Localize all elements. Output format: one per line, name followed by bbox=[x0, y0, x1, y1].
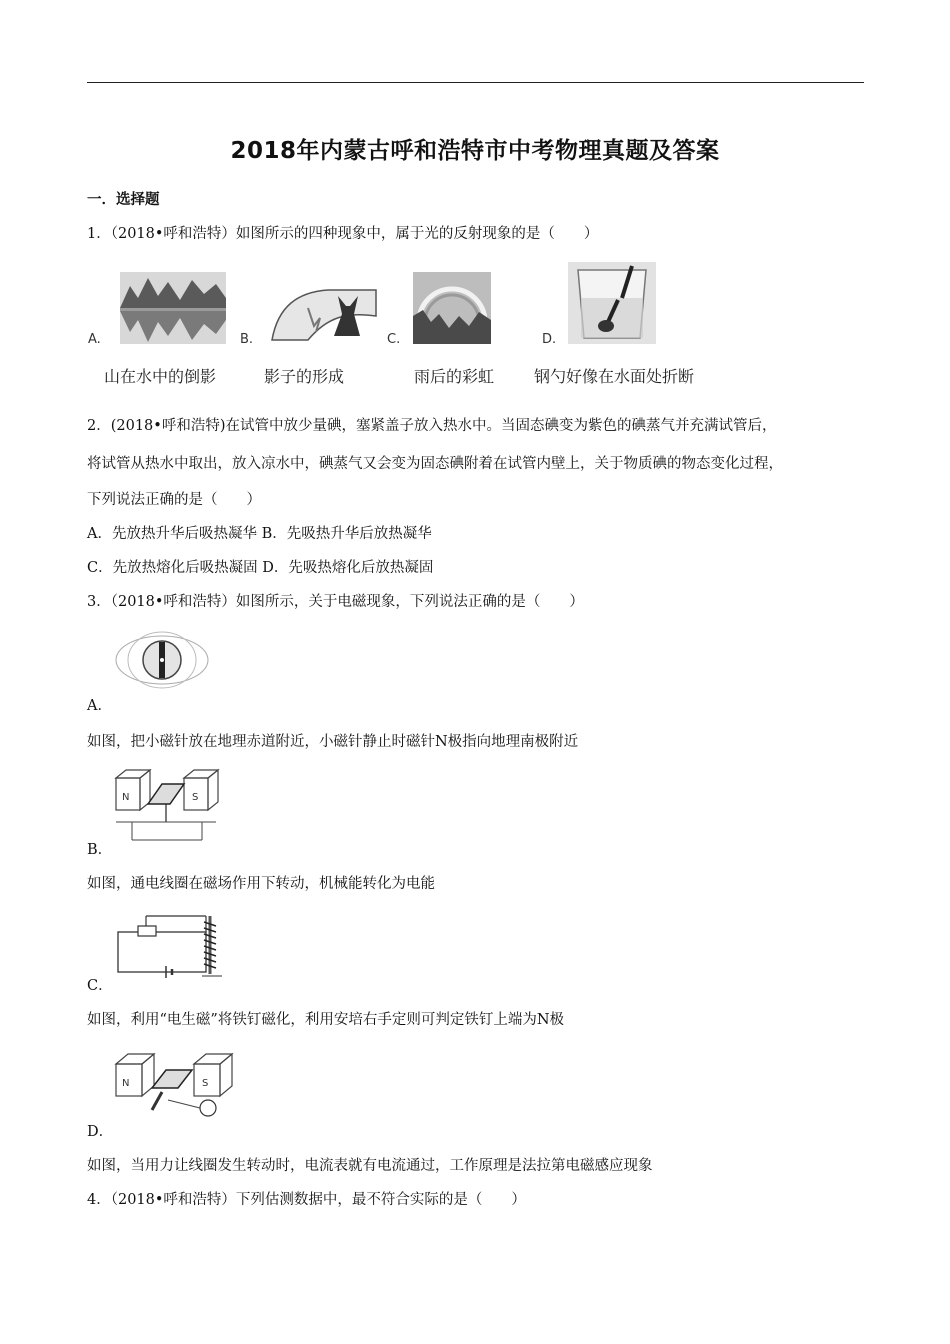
q3-stem: 3．（2018•呼和浩特）如图所示，关于电磁现象，下列说法正确的是（ ） bbox=[87, 594, 584, 610]
q1-stem: 1．（2018•呼和浩特）如图所示的四种现象中，属于光的反射现象的是（ ） bbox=[87, 226, 599, 242]
q3-figure-a-compass bbox=[112, 628, 212, 692]
q1-option-d-letter: D. bbox=[542, 332, 557, 347]
q3-option-d-text: 如图，当用力让线圈发生转动时，电流表就有电流通过，工作原理是法拉第电磁感应现象 bbox=[87, 1158, 653, 1174]
q1-option-b-letter: B. bbox=[240, 332, 254, 347]
section-heading: 一．选择题 bbox=[87, 192, 160, 208]
q1-caption-d: 钢勺好像在水面处折断 bbox=[534, 367, 695, 386]
q1-figure-c-rainbow bbox=[413, 272, 491, 344]
q1-caption-c: 雨后的彩虹 bbox=[414, 367, 495, 386]
header-rule bbox=[87, 82, 864, 83]
q1-figure-a-mountain-reflection bbox=[120, 272, 226, 344]
q2-options-ab: A．先放热升华后吸热凝华 B．先吸热升华后放热凝华 bbox=[87, 526, 432, 542]
q3-option-d-letter: D． bbox=[87, 1124, 114, 1140]
q3-fig-b-label-n: N bbox=[122, 792, 130, 803]
q3-figure-b-motor bbox=[112, 766, 220, 844]
q3-option-c-text: 如图，利用“电生磁”将铁钉磁化，利用安培右手定则可判定铁钉上端为N极 bbox=[87, 1012, 565, 1028]
q1-option-a-letter: A. bbox=[88, 332, 101, 347]
q3-option-c-letter: C． bbox=[87, 978, 113, 994]
q1-figure-b-shadow bbox=[268, 286, 380, 344]
q3-option-b-text: 如图，通电线圈在磁场作用下转动，机械能转化为电能 bbox=[87, 876, 435, 892]
q3-figure-c-electromagnet bbox=[112, 912, 236, 978]
q3-figure-d-generator bbox=[112, 1050, 236, 1118]
q1-option-c-letter: C. bbox=[387, 332, 401, 347]
q1-caption-a: 山在水中的倒影 bbox=[104, 367, 217, 386]
q3-fig-d-label-n: N bbox=[122, 1078, 130, 1089]
q2-stem-line-2: 将试管从热水中取出，放入凉水中，碘蒸气又会变为固态碘附着在试管内壁上，关于物质碘的物态变化过程， bbox=[87, 456, 783, 472]
q4-stem: 4．（2018•呼和浩特）下列估测数据中，最不符合实际的是（ ） bbox=[87, 1192, 526, 1208]
q1-figure-d-spoon-in-glass bbox=[568, 262, 656, 344]
q2-stem-line-1: 2．(2018•呼和浩特)在试管中放少量碘，塞紧盖子放入热水中。当固态碘变为紫色的碘蒸气并充满试管后， bbox=[87, 418, 777, 434]
q3-option-a-letter: A． bbox=[87, 698, 112, 714]
q2-options-cd: C．先放热熔化后吸热凝固 D．先吸热熔化后放热凝固 bbox=[87, 560, 434, 576]
q3-fig-d-label-s: S bbox=[202, 1078, 209, 1089]
q3-fig-b-label-s: S bbox=[192, 792, 199, 803]
q1-caption-b: 影子的形成 bbox=[264, 367, 345, 386]
page-title: 2018年内蒙古呼和浩特市中考物理真题及答案 bbox=[230, 138, 720, 164]
q3-option-a-text: 如图，把小磁针放在地理赤道附近，小磁针静止时磁针N极指向地理南极附近 bbox=[87, 734, 579, 750]
q3-option-b-letter: B． bbox=[87, 842, 113, 858]
q2-stem-line-3: 下列说法正确的是（ ） bbox=[87, 492, 261, 508]
